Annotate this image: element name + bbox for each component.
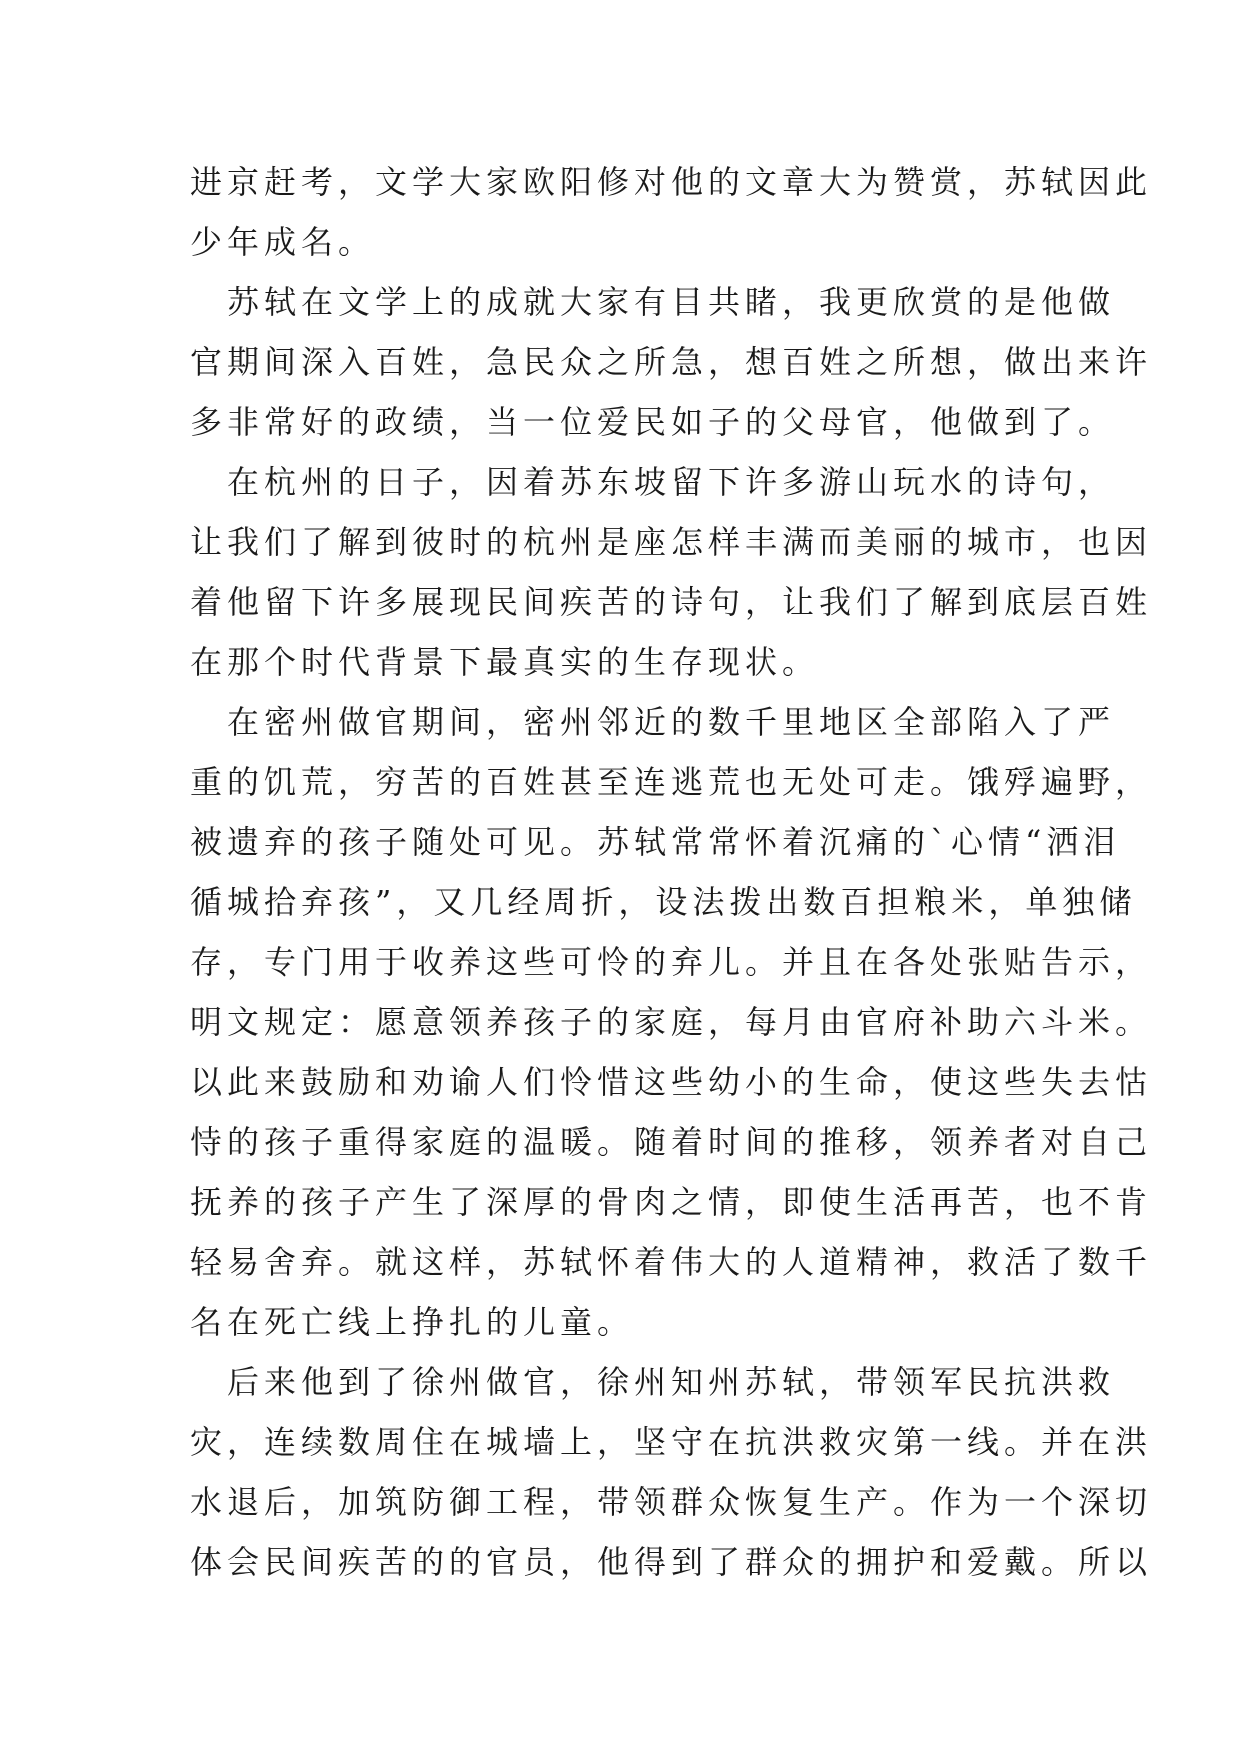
text-line: 后来他到了徐州做官，徐州知州苏轼，带领军民抗洪救	[190, 1363, 1116, 1401]
text-line: 苏轼在文学上的成就大家有目共睹，我更欣赏的是他做	[190, 283, 1116, 321]
text-line: 循城拾弃孩”，又几经周折，设法拨出数百担粮米，单独储	[190, 883, 1137, 921]
text-line: 水退后，加筑防御工程，带领群众恢复生产。作为一个深切	[190, 1483, 1153, 1521]
text-line: 以此来鼓励和劝谕人们怜惜这些幼小的生命，使这些失去怙	[190, 1063, 1153, 1101]
text-line: 少年成名。	[190, 223, 376, 261]
text-line: 重的饥荒，穷苦的百姓甚至连逃荒也无处可走。饿殍遍野，	[190, 763, 1153, 801]
body-text	[190, 152, 1153, 1592]
text-line: 名在死亡线上挣扎的儿童。	[190, 1303, 635, 1341]
text-line: 灾，连续数周住在城墙上，坚守在抗洪救灾第一线。并在洪	[190, 1423, 1153, 1461]
text-line: 在密州做官期间，密州邻近的数千里地区全部陷入了严	[190, 703, 1116, 741]
text-line: 在那个时代背景下最真实的生存现状。	[190, 643, 820, 681]
text-line: 被遗弃的孩子随处可见。苏轼常常怀着沉痛的`心情“洒泪	[190, 823, 1121, 861]
text-line: 体会民间疾苦的的官员，他得到了群众的拥护和爱戴。所以	[190, 1543, 1153, 1581]
text-line: 让我们了解到彼时的杭州是座怎样丰满而美丽的城市，也因	[190, 523, 1153, 561]
text-line: 在杭州的日子，因着苏东坡留下许多游山玩水的诗句，	[190, 463, 1116, 501]
text-line: 官期间深入百姓，急民众之所急，想百姓之所想，做出来许	[190, 343, 1153, 381]
text-line: 多非常好的政绩，当一位爱民如子的父母官，他做到了。	[190, 403, 1116, 441]
text-line: 轻易舍弃。就这样，苏轼怀着伟大的人道精神，救活了数千	[190, 1243, 1153, 1281]
text-line: 着他留下许多展现民间疾苦的诗句，让我们了解到底层百姓	[190, 583, 1153, 621]
text-line: 存，专门用于收养这些可怜的弃儿。并且在各处张贴告示，	[190, 943, 1153, 981]
text-line: 明文规定：愿意领养孩子的家庭，每月由官府补助六斗米。	[190, 1003, 1153, 1041]
text-line: 进京赶考，文学大家欧阳修对他的文章大为赞赏，苏轼因此	[190, 163, 1153, 201]
text-line: 抚养的孩子产生了深厚的骨肉之情，即使生活再苦，也不肯	[190, 1183, 1153, 1221]
text-line: 恃的孩子重得家庭的温暖。随着时间的推移，领养者对自己	[190, 1123, 1153, 1161]
